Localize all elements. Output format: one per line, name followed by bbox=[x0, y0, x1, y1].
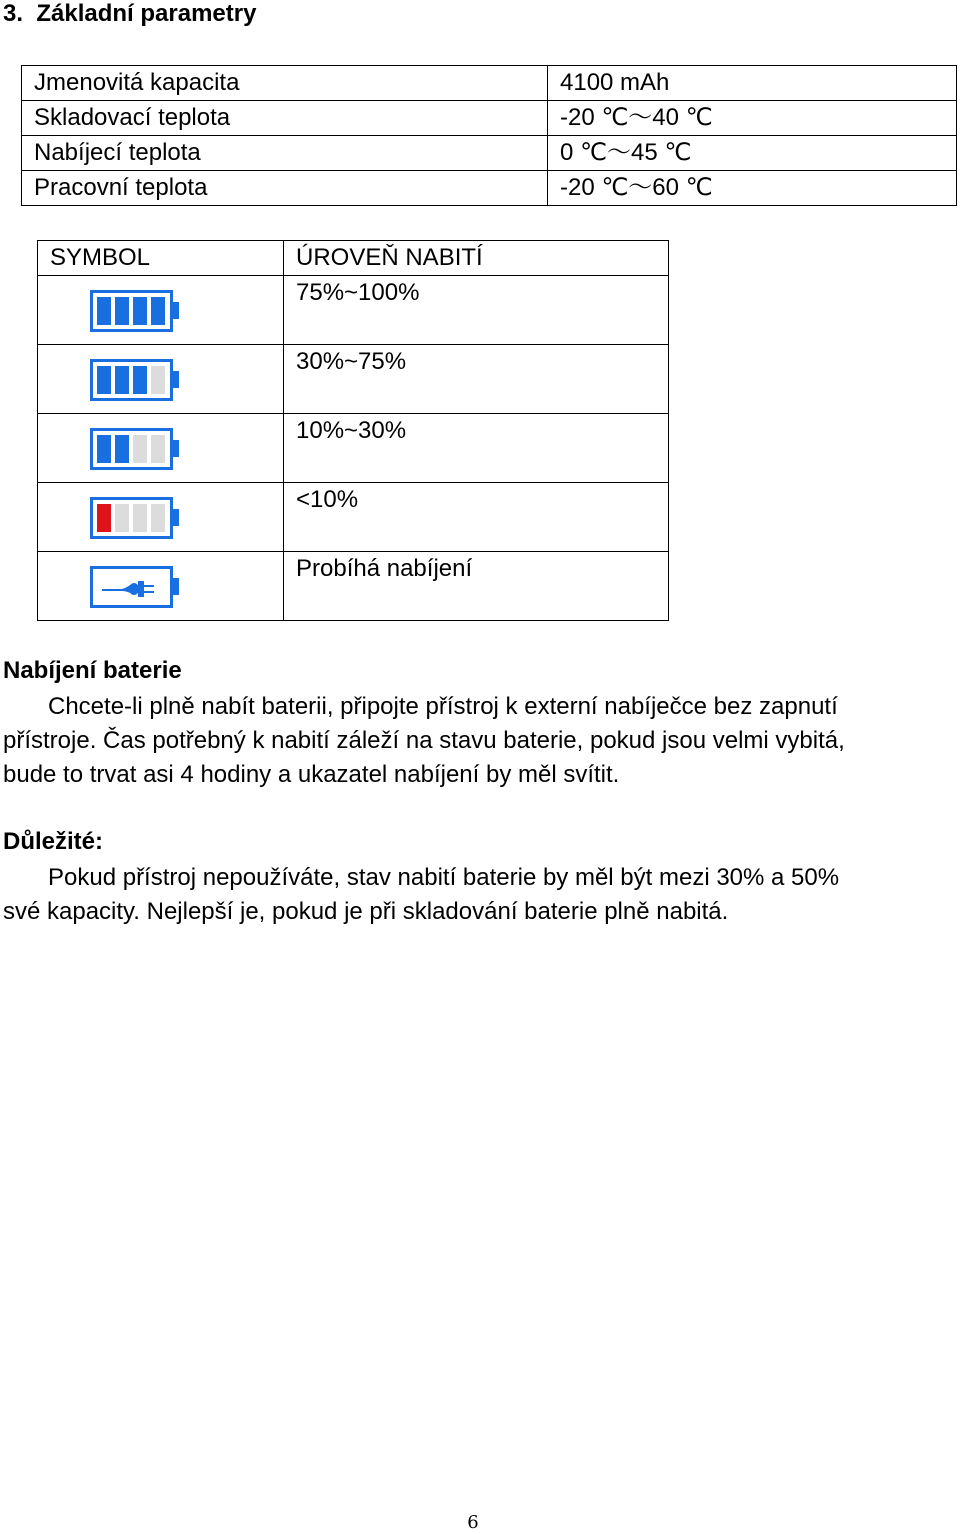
section-number: 3. bbox=[3, 0, 24, 27]
paragraph-line: Pokud přístroj nepoužíváte, stav nabití baterie by měl být mezi 30% a 50% bbox=[48, 864, 840, 891]
param-value: 4100 mAh bbox=[548, 66, 957, 101]
table-row bbox=[38, 552, 669, 621]
battery-charging-icon bbox=[90, 564, 182, 610]
table-row bbox=[38, 345, 669, 414]
paragraph-line: přístroje. Čas potřebný k nabití záleží na stavu baterie, pokud jsou velmi vybitá, bbox=[3, 727, 845, 754]
table-row bbox=[38, 483, 669, 552]
charging-section-title: Nabíjení baterie bbox=[3, 657, 182, 684]
param-label: Nabíjecí teplota bbox=[22, 136, 548, 171]
table-row bbox=[38, 276, 669, 345]
param-label: Pracovní teplota bbox=[22, 171, 548, 206]
table-header-row bbox=[38, 241, 669, 276]
paragraph-line: bude to trvat asi 4 hodiny a ukazatel nabíjení by měl svítit. bbox=[3, 761, 620, 788]
symbol-cell bbox=[38, 276, 284, 345]
table-row bbox=[38, 414, 669, 483]
param-label: Skladovací teplota bbox=[22, 101, 548, 136]
level-cell: <10% bbox=[284, 483, 669, 552]
symbol-cell bbox=[38, 483, 284, 552]
symbol-cell bbox=[38, 414, 284, 483]
section-heading bbox=[3, 0, 256, 28]
param-value: -20 ℃～40 ℃ bbox=[548, 101, 957, 136]
level-cell: 30%~75% bbox=[284, 345, 669, 414]
battery-half-icon bbox=[90, 426, 182, 472]
section-title: Základní parametry bbox=[36, 0, 257, 27]
charge-level-table bbox=[37, 240, 669, 621]
paragraph-line: Chcete-li plně nabít baterii, připojte přístroj k externí nabíječce bez zapnutí bbox=[48, 693, 838, 720]
symbol-cell bbox=[38, 552, 284, 621]
symbol-column-header: SYMBOL bbox=[38, 241, 284, 276]
page-number: 6 bbox=[467, 1512, 479, 1533]
param-label: Jmenovitá kapacita bbox=[22, 66, 548, 101]
battery-full-icon bbox=[90, 288, 182, 334]
table-row bbox=[22, 171, 957, 206]
level-column-header: ÚROVEŇ NABITÍ bbox=[284, 241, 669, 276]
level-cell: 75%~100% bbox=[284, 276, 669, 345]
table-row bbox=[22, 136, 957, 171]
table-row bbox=[22, 66, 957, 101]
charging-paragraph bbox=[3, 690, 933, 792]
important-paragraph bbox=[3, 861, 933, 929]
level-cell: 10%~30% bbox=[284, 414, 669, 483]
paragraph-line: své kapacity. Nejlepší je, pokud je při skladování baterie plně nabitá. bbox=[3, 898, 729, 925]
level-cell: Probíhá nabíjení bbox=[284, 552, 669, 621]
important-section-title: Důležité: bbox=[3, 828, 104, 855]
battery-low-icon bbox=[90, 495, 182, 541]
param-value: -20 ℃～60 ℃ bbox=[548, 171, 957, 206]
battery-three-quarter-icon bbox=[90, 357, 182, 403]
table-row bbox=[22, 101, 957, 136]
param-value: 0 ℃～45 ℃ bbox=[548, 136, 957, 171]
symbol-cell bbox=[38, 345, 284, 414]
parameters-table bbox=[21, 65, 957, 206]
